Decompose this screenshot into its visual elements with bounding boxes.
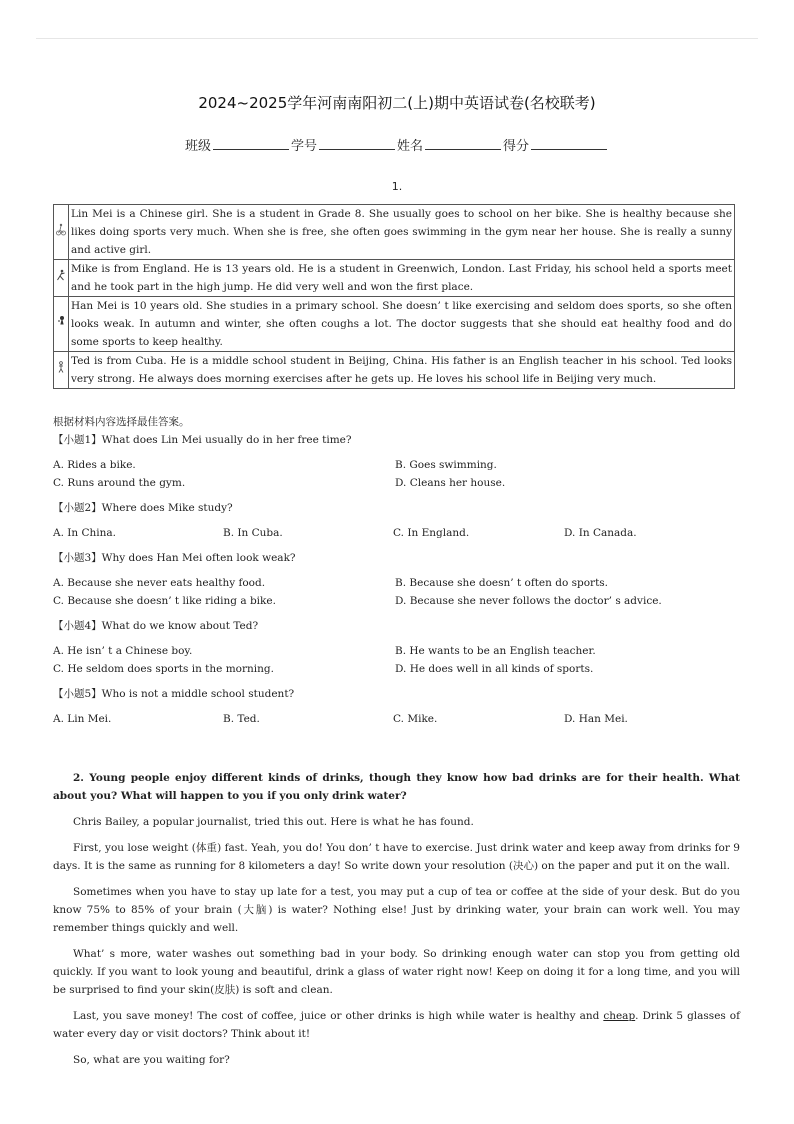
passage-ted: Ted is from Cuba. He is a middle school student in Beijing, China. His father is an English teacher in his school. Ted looks very strong. He always does morning exercises after he gets up. He loves his school life in Beijing very much. xyxy=(69,352,735,389)
option-b[interactable]: B. Ted. xyxy=(223,713,260,725)
option-a[interactable]: A. In China. xyxy=(53,527,117,539)
paragraph-3: Sometimes when you have to stay up late for a test, you may put a cup of tea or coffee at the side of your desk. But do you know 75% to 85% of your brain (大脑) is water? Nothing else! Just by drinking water, your brain can work well. You may remember things quickly and well. xyxy=(53,886,740,934)
option-a[interactable]: A. Because she never eats healthy food. xyxy=(53,577,266,589)
subquestion-4-stem: 【小题4】What do we know about Ted? xyxy=(53,620,259,632)
question-1-number: 1. xyxy=(391,180,403,193)
score-label: 得分 xyxy=(503,139,530,154)
page-title: 2024~2025学年河南南阳初二(上)期中英语试卷(名校联考) xyxy=(198,94,596,112)
option-d[interactable]: D. In Canada. xyxy=(564,527,637,539)
person-cell xyxy=(54,352,69,389)
passage-row xyxy=(54,297,735,352)
paragraph-1: Chris Bailey, a popular journalist, tried this out. Here is what he has found. xyxy=(73,816,474,828)
instruction-text: 根据材料内容选择最佳答案。 xyxy=(53,416,190,428)
option-b[interactable]: B. He wants to be an English teacher. xyxy=(395,645,596,657)
option-c[interactable]: C. Because she doesn’ t like riding a bike. xyxy=(53,595,276,607)
person-cell xyxy=(54,205,69,260)
boy-exercising-icon xyxy=(56,360,66,374)
paragraph-4: What’ s more, water washes out something bad in your body. So drinking enough water can stop you from getting old quickly. If you want to look young and beautiful, drink a glass of water right now! Keep on doing it for a long time, and you will be surprised to find your skin(皮肤) is soft and clean. xyxy=(53,948,740,996)
name-label: 姓名 xyxy=(397,139,424,154)
number-blank xyxy=(319,137,395,150)
passage-lin-mei: Lin Mei is a Chinese girl. She is a student in Grade 8. She usually goes to school on her bike. She is healthy because she likes doing sports very much. When she is free, she often goes swimming in the gym near her house. She is really a sunny and active girl. xyxy=(69,205,735,260)
paragraph-5 xyxy=(53,1007,740,1043)
option-a[interactable]: A. Lin Mei. xyxy=(53,713,112,725)
option-c[interactable]: C. In England. xyxy=(393,527,470,539)
underlined-word: cheap xyxy=(603,1010,636,1022)
subquestion-4-options xyxy=(53,642,740,660)
question-2-heading: 2. Young people enjoy different kinds of drinks, though they know how bad drinks are for their health. What about you? What will happen to you if you only drink water? xyxy=(53,772,740,802)
subquestion-1-stem: 【小题1】What does Lin Mei usually do in her free time? xyxy=(53,434,352,446)
option-a[interactable]: A. He isn’ t a Chinese boy. xyxy=(53,645,193,657)
subquestion-1-options xyxy=(53,474,740,492)
person-cell xyxy=(54,260,69,297)
question-1-items xyxy=(53,413,740,728)
option-b[interactable]: B. Because she doesn’ t often do sports. xyxy=(395,577,609,589)
class-blank xyxy=(213,137,289,150)
paragraph-2: First, you lose weight (体重) fast. Yeah, you do! You don’ t have to exercise. Just drink water and keep away from drinks for 9 days. It is the same as running for 8 kilometers a day! So write down your resolution (决心) on the paper and put it on the wall. xyxy=(53,842,740,872)
option-a[interactable]: A. Rides a bike. xyxy=(53,459,136,471)
subquestion-5-stem: 【小题5】Who is not a middle school student? xyxy=(53,688,295,700)
subquestion-1-options xyxy=(53,456,740,474)
option-c[interactable]: C. Mike. xyxy=(393,713,438,725)
passage-row xyxy=(54,352,735,389)
option-d[interactable]: D. Because she never follows the doctor’ s advice. xyxy=(395,595,662,607)
paragraph-5-end: . Drink 5 glasses of water every day or visit doctors? Think about it! xyxy=(53,1010,740,1040)
number-label: 学号 xyxy=(290,139,317,154)
cyclist-icon xyxy=(56,222,66,236)
person-cell xyxy=(54,297,69,352)
class-label: 班级 xyxy=(184,139,211,154)
option-d[interactable]: D. Han Mei. xyxy=(564,713,628,725)
option-c[interactable]: C. He seldom does sports in the morning. xyxy=(53,663,274,675)
subquestion-5-options xyxy=(53,710,740,728)
passage-han-mei: Han Mei is 10 years old. She studies in a primary school. She doesn’ t like exercising and seldom does sports, so she often looks weak. In autumn and winter, she often coughs a lot. The doctor suggests that she should eat healthy food and do some sports to keep healthy. xyxy=(69,297,735,352)
top-rule xyxy=(36,38,758,39)
option-d[interactable]: D. He does well in all kinds of sports. xyxy=(395,663,594,675)
score-blank xyxy=(531,137,607,150)
subquestion-3-options xyxy=(53,574,740,592)
option-d[interactable]: D. Cleans her house. xyxy=(395,477,506,489)
subquestion-3-options xyxy=(53,592,740,610)
subquestion-3-stem: 【小题3】Why does Han Mei often look weak? xyxy=(53,552,296,564)
girl-icon xyxy=(56,314,66,328)
passage-mike: Mike is from England. He is 13 years old. He is a student in Greenwich, London. Last Friday, his school held a sports meet and he took part in the high jump. He did very well and won the first place. xyxy=(69,260,735,297)
subquestion-4-options xyxy=(53,660,740,678)
question-2 xyxy=(53,769,740,1069)
passage-row xyxy=(54,260,735,297)
student-info-line xyxy=(0,135,794,154)
paragraph-5-start: Last, you save money! The cost of coffee, juice or other drinks is high while water is healthy and xyxy=(73,1010,604,1022)
subquestion-2-stem: 【小题2】Where does Mike study? xyxy=(53,502,233,514)
option-b[interactable]: B. Goes swimming. xyxy=(395,459,497,471)
option-c[interactable]: C. Runs around the gym. xyxy=(53,477,186,489)
high-jump-icon xyxy=(56,268,66,282)
passage-table xyxy=(53,204,735,389)
subquestion-2-options xyxy=(53,524,740,542)
paragraph-6: So, what are you waiting for? xyxy=(73,1054,230,1066)
option-b[interactable]: B. In Cuba. xyxy=(223,527,283,539)
passage-row xyxy=(54,205,735,260)
name-blank xyxy=(425,137,501,150)
